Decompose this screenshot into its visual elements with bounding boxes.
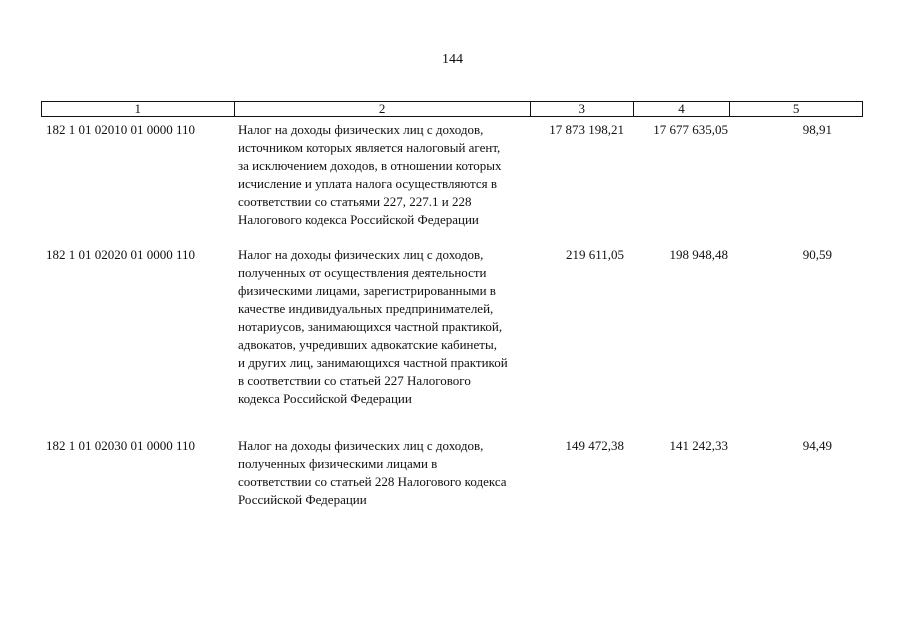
value-col-3: 149 472,38 bbox=[565, 438, 624, 453]
description-line: физическими лицами, зарегистрированными в bbox=[238, 283, 496, 298]
description-line: и других лиц, занимающихся частной практикой bbox=[238, 355, 508, 370]
budget-code: 182 1 01 02010 01 0000 110 bbox=[46, 122, 196, 137]
description-line: источником которых является налоговый агент, bbox=[238, 140, 501, 155]
value-col-5: 94,49 bbox=[802, 438, 832, 453]
row-description bbox=[238, 246, 538, 408]
description-line: кодекса Российской Федерации bbox=[238, 391, 412, 406]
value-col-3: 17 873 198,21 bbox=[549, 122, 624, 137]
value-col-5: 90,59 bbox=[802, 247, 832, 262]
description-line: Налог на доходы физических лиц с доходов, bbox=[238, 122, 484, 137]
description-line: полученных физическими лицами в bbox=[238, 456, 438, 471]
value-col-4: 17 677 635,05 bbox=[653, 122, 728, 137]
header-col-3: 3 bbox=[531, 102, 634, 116]
table-header-row bbox=[41, 101, 863, 117]
page-number: 144 bbox=[442, 52, 463, 67]
description-line: Налог на доходы физических лиц с доходов, bbox=[238, 247, 484, 262]
header-col-1: 1 bbox=[42, 102, 235, 116]
description-line: исчисление и уплата налога осуществляются в bbox=[238, 176, 497, 191]
header-col-4: 4 bbox=[634, 102, 731, 116]
description-line: качестве индивидуальных предпринимателей, bbox=[238, 301, 494, 316]
value-col-3: 219 611,05 bbox=[565, 247, 624, 262]
value-col-5: 98,91 bbox=[802, 122, 832, 137]
description-line: нотариусов, занимающихся частной практикой, bbox=[238, 319, 503, 334]
description-line: Налог на доходы физических лиц с доходов, bbox=[238, 438, 484, 453]
header-col-5: 5 bbox=[792, 101, 800, 116]
description-line: соответствии со статьями 227, 227.1 и 228 bbox=[238, 194, 472, 209]
description-line: адвокатов, учредивших адвокатские кабинеты, bbox=[238, 337, 497, 352]
description-line: соответствии со статьей 228 Налогового кодекса bbox=[238, 474, 507, 489]
budget-code: 182 1 01 02020 01 0000 110 bbox=[46, 247, 196, 262]
row-description bbox=[238, 121, 538, 229]
description-line: полученных от осуществления деятельности bbox=[238, 265, 487, 280]
header-col-2: 2 bbox=[235, 102, 531, 116]
description-line: Российской Федерации bbox=[238, 492, 367, 507]
description-line: за исключением доходов, в отношении которых bbox=[238, 158, 502, 173]
value-col-4: 198 948,48 bbox=[669, 247, 728, 262]
description-line: Налогового кодекса Российской Федерации bbox=[238, 212, 479, 227]
value-col-4: 141 242,33 bbox=[669, 438, 728, 453]
budget-code: 182 1 01 02030 01 0000 110 bbox=[46, 438, 196, 453]
description-line: в соответствии со статьей 227 Налогового bbox=[238, 373, 471, 388]
row-description bbox=[238, 437, 538, 509]
